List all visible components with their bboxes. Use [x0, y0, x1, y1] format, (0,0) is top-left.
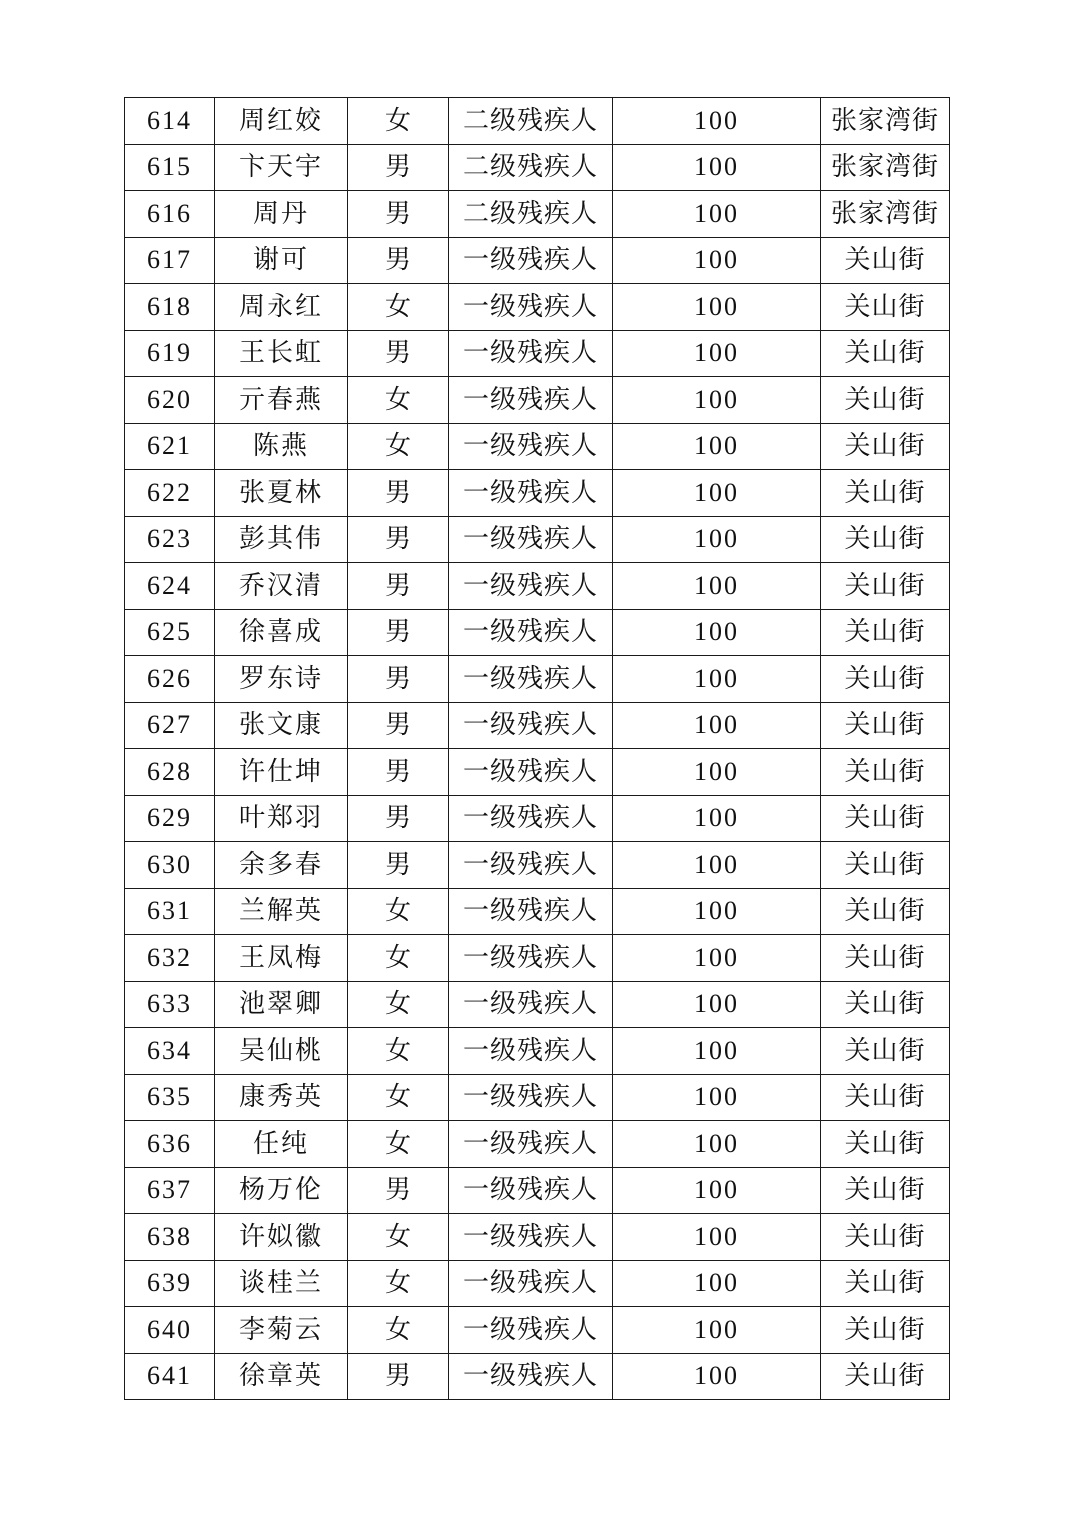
table-row — [125, 1167, 950, 1214]
name-cell: 谢可 — [215, 237, 348, 284]
name-cell: 张夏林 — [215, 470, 348, 517]
gender-cell: 男 — [348, 191, 449, 238]
gender-cell: 女 — [348, 1214, 449, 1261]
name-cell: 亓春燕 — [215, 377, 348, 424]
table-row — [125, 656, 950, 703]
row-number-cell: 617 — [125, 237, 215, 284]
gender-cell: 女 — [348, 935, 449, 982]
table-row — [125, 377, 950, 424]
table-row — [125, 935, 950, 982]
street-cell: 关山街 — [821, 1074, 950, 1121]
row-number-cell: 638 — [125, 1214, 215, 1261]
row-number-cell: 618 — [125, 284, 215, 331]
amount-cell: 100 — [613, 1307, 821, 1354]
gender-cell: 男 — [348, 795, 449, 842]
disability-level-cell: 二级残疾人 — [449, 98, 613, 145]
table-row — [125, 563, 950, 610]
row-number-cell: 614 — [125, 98, 215, 145]
street-cell: 关山街 — [821, 377, 950, 424]
disability-level-cell: 二级残疾人 — [449, 191, 613, 238]
gender-cell: 女 — [348, 888, 449, 935]
disability-level-cell: 一级残疾人 — [449, 981, 613, 1028]
name-cell: 李菊云 — [215, 1307, 348, 1354]
disability-level-cell: 一级残疾人 — [449, 702, 613, 749]
amount-cell: 100 — [613, 284, 821, 331]
disability-level-cell: 一级残疾人 — [449, 1214, 613, 1261]
gender-cell: 男 — [348, 1353, 449, 1400]
gender-cell: 男 — [348, 470, 449, 517]
name-cell: 乔汉清 — [215, 563, 348, 610]
gender-cell: 女 — [348, 284, 449, 331]
amount-cell: 100 — [613, 935, 821, 982]
row-number-cell: 631 — [125, 888, 215, 935]
table-row — [125, 749, 950, 796]
disability-level-cell: 一级残疾人 — [449, 563, 613, 610]
row-number-cell: 636 — [125, 1121, 215, 1168]
disability-level-cell: 一级残疾人 — [449, 656, 613, 703]
disability-level-cell: 一级残疾人 — [449, 1260, 613, 1307]
name-cell: 陈燕 — [215, 423, 348, 470]
row-number-cell: 637 — [125, 1167, 215, 1214]
street-cell: 关山街 — [821, 1214, 950, 1261]
row-number-cell: 640 — [125, 1307, 215, 1354]
street-cell: 张家湾街 — [821, 144, 950, 191]
table-row — [125, 330, 950, 377]
name-cell: 周红姣 — [215, 98, 348, 145]
name-cell: 徐喜成 — [215, 609, 348, 656]
amount-cell: 100 — [613, 749, 821, 796]
table-row — [125, 423, 950, 470]
name-cell: 吴仙桃 — [215, 1028, 348, 1075]
disability-level-cell: 一级残疾人 — [449, 516, 613, 563]
name-cell: 康秀英 — [215, 1074, 348, 1121]
gender-cell: 女 — [348, 981, 449, 1028]
street-cell: 关山街 — [821, 795, 950, 842]
table-row — [125, 191, 950, 238]
street-cell: 关山街 — [821, 1167, 950, 1214]
row-number-cell: 619 — [125, 330, 215, 377]
table-row — [125, 842, 950, 889]
disability-level-cell: 一级残疾人 — [449, 795, 613, 842]
table-row — [125, 609, 950, 656]
name-cell: 张文康 — [215, 702, 348, 749]
name-cell: 任纯 — [215, 1121, 348, 1168]
row-number-cell: 625 — [125, 609, 215, 656]
row-number-cell: 639 — [125, 1260, 215, 1307]
street-cell: 关山街 — [821, 423, 950, 470]
row-number-cell: 620 — [125, 377, 215, 424]
row-number-cell: 622 — [125, 470, 215, 517]
disability-level-cell: 一级残疾人 — [449, 888, 613, 935]
name-cell: 徐章英 — [215, 1353, 348, 1400]
amount-cell: 100 — [613, 470, 821, 517]
gender-cell: 男 — [348, 237, 449, 284]
disability-level-cell: 一级残疾人 — [449, 470, 613, 517]
amount-cell: 100 — [613, 1121, 821, 1168]
disability-level-cell: 一级残疾人 — [449, 1353, 613, 1400]
gender-cell: 女 — [348, 1260, 449, 1307]
street-cell: 关山街 — [821, 935, 950, 982]
disability-level-cell: 一级残疾人 — [449, 935, 613, 982]
street-cell: 关山街 — [821, 284, 950, 331]
street-cell: 关山街 — [821, 516, 950, 563]
disability-level-cell: 一级残疾人 — [449, 330, 613, 377]
amount-cell: 100 — [613, 1214, 821, 1261]
row-number-cell: 632 — [125, 935, 215, 982]
gender-cell: 男 — [348, 702, 449, 749]
gender-cell: 女 — [348, 377, 449, 424]
name-cell: 池翠卿 — [215, 981, 348, 1028]
gender-cell: 男 — [348, 516, 449, 563]
amount-cell: 100 — [613, 1260, 821, 1307]
amount-cell: 100 — [613, 609, 821, 656]
amount-cell: 100 — [613, 330, 821, 377]
amount-cell: 100 — [613, 377, 821, 424]
table-row — [125, 1260, 950, 1307]
row-number-cell: 634 — [125, 1028, 215, 1075]
row-number-cell: 621 — [125, 423, 215, 470]
name-cell: 周丹 — [215, 191, 348, 238]
row-number-cell: 628 — [125, 749, 215, 796]
disability-level-cell: 一级残疾人 — [449, 377, 613, 424]
gender-cell: 男 — [348, 842, 449, 889]
street-cell: 关山街 — [821, 749, 950, 796]
street-cell: 关山街 — [821, 609, 950, 656]
table-row — [125, 284, 950, 331]
row-number-cell: 627 — [125, 702, 215, 749]
table-row — [125, 1028, 950, 1075]
table-row — [125, 1074, 950, 1121]
amount-cell: 100 — [613, 1028, 821, 1075]
street-cell: 关山街 — [821, 237, 950, 284]
row-number-cell: 623 — [125, 516, 215, 563]
amount-cell: 100 — [613, 1074, 821, 1121]
gender-cell: 男 — [348, 144, 449, 191]
street-cell: 关山街 — [821, 1121, 950, 1168]
table-row — [125, 1214, 950, 1261]
amount-cell: 100 — [613, 888, 821, 935]
row-number-cell: 629 — [125, 795, 215, 842]
street-cell: 关山街 — [821, 330, 950, 377]
table-row — [125, 470, 950, 517]
street-cell: 关山街 — [821, 563, 950, 610]
name-cell: 彭其伟 — [215, 516, 348, 563]
street-cell: 张家湾街 — [821, 98, 950, 145]
disability-level-cell: 一级残疾人 — [449, 423, 613, 470]
name-cell: 谈桂兰 — [215, 1260, 348, 1307]
table-row — [125, 516, 950, 563]
amount-cell: 100 — [613, 191, 821, 238]
disability-level-cell: 一级残疾人 — [449, 842, 613, 889]
table-row — [125, 795, 950, 842]
row-number-cell: 635 — [125, 1074, 215, 1121]
gender-cell: 女 — [348, 1121, 449, 1168]
table-row — [125, 144, 950, 191]
street-cell: 关山街 — [821, 1260, 950, 1307]
disability-level-cell: 一级残疾人 — [449, 749, 613, 796]
street-cell: 关山街 — [821, 1028, 950, 1075]
gender-cell: 男 — [348, 330, 449, 377]
gender-cell: 女 — [348, 1074, 449, 1121]
recipient-table-body — [125, 98, 950, 1400]
disability-level-cell: 一级残疾人 — [449, 1121, 613, 1168]
table-row — [125, 1307, 950, 1354]
table-row — [125, 1353, 950, 1400]
street-cell: 关山街 — [821, 656, 950, 703]
name-cell: 罗东诗 — [215, 656, 348, 703]
name-cell: 许姒徽 — [215, 1214, 348, 1261]
amount-cell: 100 — [613, 563, 821, 610]
amount-cell: 100 — [613, 842, 821, 889]
street-cell: 关山街 — [821, 470, 950, 517]
row-number-cell: 633 — [125, 981, 215, 1028]
amount-cell: 100 — [613, 1353, 821, 1400]
amount-cell: 100 — [613, 656, 821, 703]
amount-cell: 100 — [613, 98, 821, 145]
disability-level-cell: 一级残疾人 — [449, 609, 613, 656]
gender-cell: 女 — [348, 1307, 449, 1354]
amount-cell: 100 — [613, 237, 821, 284]
street-cell: 关山街 — [821, 1353, 950, 1400]
disability-level-cell: 一级残疾人 — [449, 1167, 613, 1214]
amount-cell: 100 — [613, 795, 821, 842]
name-cell: 周永红 — [215, 284, 348, 331]
street-cell: 张家湾街 — [821, 191, 950, 238]
amount-cell: 100 — [613, 516, 821, 563]
table-row — [125, 981, 950, 1028]
street-cell: 关山街 — [821, 842, 950, 889]
recipient-table — [124, 97, 950, 1400]
name-cell: 余多春 — [215, 842, 348, 889]
name-cell: 兰解英 — [215, 888, 348, 935]
gender-cell: 男 — [348, 749, 449, 796]
row-number-cell: 616 — [125, 191, 215, 238]
amount-cell: 100 — [613, 1167, 821, 1214]
disability-level-cell: 一级残疾人 — [449, 237, 613, 284]
gender-cell: 女 — [348, 98, 449, 145]
row-number-cell: 626 — [125, 656, 215, 703]
amount-cell: 100 — [613, 144, 821, 191]
row-number-cell: 641 — [125, 1353, 215, 1400]
gender-cell: 男 — [348, 563, 449, 610]
amount-cell: 100 — [613, 702, 821, 749]
street-cell: 关山街 — [821, 888, 950, 935]
street-cell: 关山街 — [821, 981, 950, 1028]
name-cell: 杨万伦 — [215, 1167, 348, 1214]
disability-level-cell: 一级残疾人 — [449, 1028, 613, 1075]
row-number-cell: 630 — [125, 842, 215, 889]
gender-cell: 男 — [348, 656, 449, 703]
disability-level-cell: 一级残疾人 — [449, 284, 613, 331]
street-cell: 关山街 — [821, 1307, 950, 1354]
table-row — [125, 237, 950, 284]
row-number-cell: 615 — [125, 144, 215, 191]
table-row — [125, 702, 950, 749]
table-row — [125, 1121, 950, 1168]
name-cell: 王长虹 — [215, 330, 348, 377]
row-number-cell: 624 — [125, 563, 215, 610]
name-cell: 卞天宇 — [215, 144, 348, 191]
disability-level-cell: 一级残疾人 — [449, 1074, 613, 1121]
amount-cell: 100 — [613, 981, 821, 1028]
street-cell: 关山街 — [821, 702, 950, 749]
gender-cell: 女 — [348, 423, 449, 470]
table-row — [125, 98, 950, 145]
gender-cell: 男 — [348, 1167, 449, 1214]
amount-cell: 100 — [613, 423, 821, 470]
name-cell: 叶郑羽 — [215, 795, 348, 842]
gender-cell: 男 — [348, 609, 449, 656]
gender-cell: 女 — [348, 1028, 449, 1075]
name-cell: 王凤梅 — [215, 935, 348, 982]
table-row — [125, 888, 950, 935]
disability-level-cell: 一级残疾人 — [449, 1307, 613, 1354]
name-cell: 许仕坤 — [215, 749, 348, 796]
disability-level-cell: 二级残疾人 — [449, 144, 613, 191]
